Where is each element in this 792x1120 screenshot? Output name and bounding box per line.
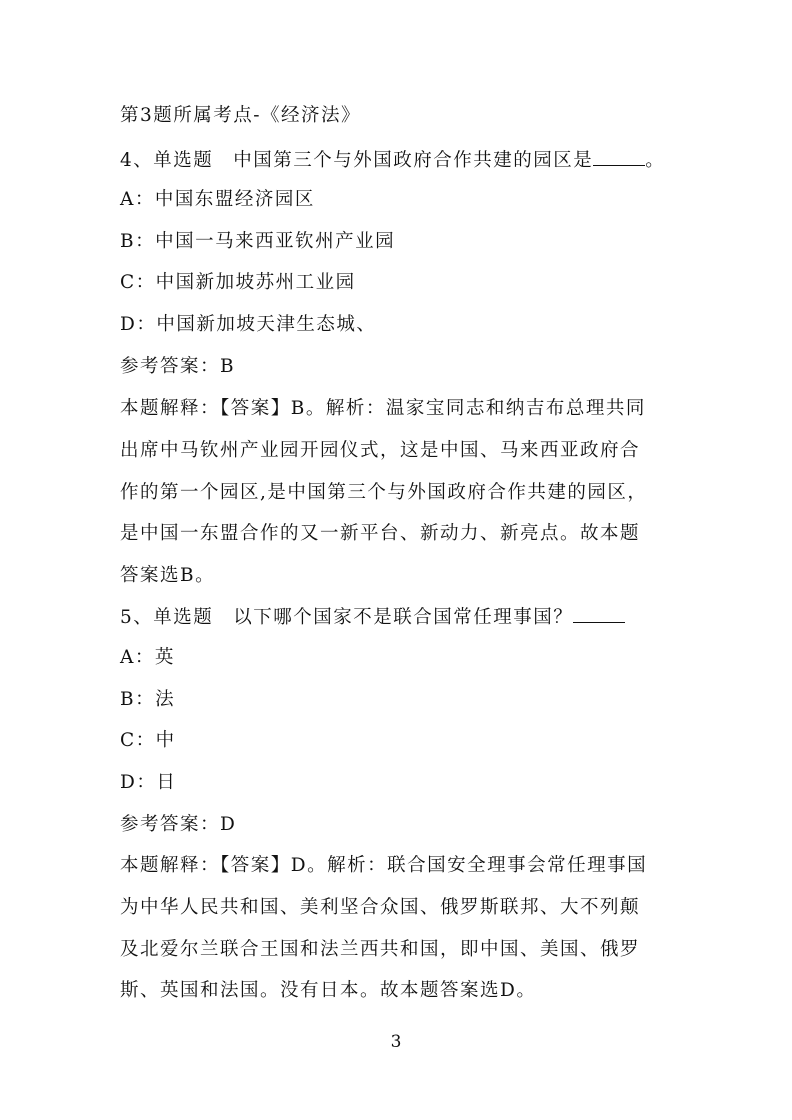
q4-explanation-line: 出席中马钦州产业园开园仪式，这是中国、马来西亚政府合 [120,440,641,461]
q4-stem-end: 。 [645,150,666,171]
q4-explanation-line: 本题解释：【答案】B。解析：温家宝同志和纳吉布总理共同 [120,398,646,419]
q4-explanation-line: 作的第一个园区,是中国第三个与外国政府合作共建的园区， [120,482,648,503]
q4-option-c: C：中国新加坡苏州工业园 [120,272,356,293]
q5-option-d: D：日 [120,772,177,793]
q5-stem [120,604,680,630]
q5-answer: 参考答案：D [120,814,237,835]
q4-answer-blank [593,147,645,166]
q4-answer: 参考答案：B [120,356,236,377]
q4-explanation-line: 答案选B。 [120,565,216,586]
q4-option-a: A：中国东盟经济园区 [120,189,315,210]
q5-option-a: A：英 [120,647,175,668]
q5-explanation-line: 及北爱尔兰联合王国和法兰西共和国，即中国、美国、俄罗 [120,939,641,960]
q4-stem [120,147,680,173]
q5-option-c: C：中 [120,730,176,751]
q3-topic: 第3题所属考点-《经济法》 [120,105,362,126]
q5-option-b: B：法 [120,689,176,710]
q4-option-b: B：中国一马来西亚钦州产业园 [120,231,396,252]
q4-stem-text: 4、单选题 中国第三个与外国政府合作共建的园区是 [120,150,594,171]
q5-stem-text: 5、单选题 以下哪个国家不是联合国常任理事国？ [120,607,574,628]
page-number: 3 [390,1032,402,1052]
q4-explanation-line: 是中国一东盟合作的又一新平台、新动力、新亮点。故本题 [120,523,641,544]
q4-option-d: D：中国新加坡天津生态城、 [120,314,377,335]
q5-answer-blank [573,604,625,623]
q5-explanation-line: 斯、英国和法国。没有日本。故本题答案选D。 [120,980,537,1001]
q5-explanation-line: 本题解释：【答案】D。解析：联合国安全理事会常任理事国 [120,855,648,876]
q5-explanation-line: 为中华人民共和国、美利坚合众国、俄罗斯联邦、大不列颠 [120,897,641,918]
